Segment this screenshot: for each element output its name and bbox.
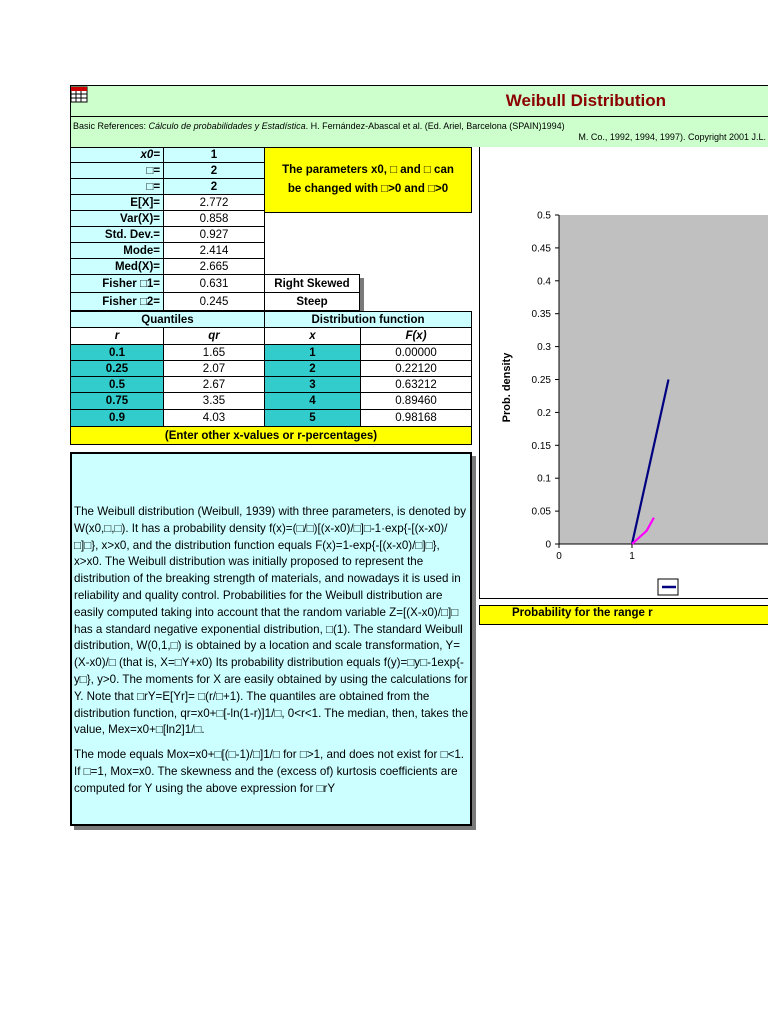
distribution-x-input[interactable]: 5 — [264, 409, 361, 427]
probability-range-label: Probability for the range r — [512, 607, 653, 619]
quantile-r-input[interactable]: 0.75 — [70, 392, 164, 410]
quantile-r-input[interactable]: 0.25 — [70, 360, 164, 377]
column-fx: F(x) — [360, 327, 472, 345]
references — [70, 117, 768, 147]
fisher-label-kurtosis: Fisher □2= — [70, 292, 164, 311]
density-chart — [480, 147, 768, 599]
quantile-q-value: 2.07 — [163, 360, 265, 377]
quantile-r-input[interactable]: 0.9 — [70, 409, 164, 427]
param-label-alpha: □= — [70, 162, 164, 179]
distribution-f-value: 0.63212 — [360, 376, 472, 393]
parameter-note-line-2: be changed with □>0 and □>0 — [287, 183, 449, 195]
quantile-q-value: 4.03 — [163, 409, 265, 427]
spreadsheet-icon[interactable] — [70, 86, 88, 103]
y-tick-label: 0.05 — [531, 506, 551, 518]
param-value-beta[interactable]: 2 — [163, 178, 265, 195]
description-paragraph-2: The mode equals Mox=x0+□[(□-1)/□]1/□ for □>1, and does not exist for □<1. If □=1, Mox=x0. The skewness and the (excess of) kurtosis coefficients are computed for Y using the above expression for □rY — [74, 748, 465, 795]
y-tick-label: 0.1 — [537, 473, 551, 485]
quantile-r-input[interactable]: 0.5 — [70, 376, 164, 393]
stat-label-median: Med(X)= — [70, 258, 164, 275]
stat-value-mode: 2.414 — [163, 242, 265, 259]
stat-value-median: 2.665 — [163, 258, 265, 275]
description-text — [74, 504, 470, 798]
distribution-f-value: 0.98168 — [360, 409, 472, 427]
y-axis-label: Prob. density — [501, 352, 513, 423]
distribution-f-value: 0.22120 — [360, 360, 472, 377]
parameter-note — [264, 147, 472, 213]
y-tick-label: 0.15 — [531, 440, 551, 452]
kurtosis-description: Steep — [264, 292, 360, 311]
stat-value-std-dev: 0.927 — [163, 226, 265, 243]
plot-area — [559, 215, 768, 544]
description-panel — [70, 452, 472, 826]
distribution-x-input[interactable]: 2 — [264, 360, 361, 377]
references-line-1: Basic References: Cálculo de probabilidades y Estadística. H. Fernández-Abascal et al. (Ed. Ariel, Barcelona (SPAIN)1994) — [73, 121, 565, 131]
quantile-q-value: 1.65 — [163, 344, 265, 361]
y-tick-label: 0.5 — [537, 210, 551, 222]
fisher-value-kurtosis: 0.245 — [163, 292, 265, 311]
column-qr: qr — [163, 327, 265, 345]
param-value-x0[interactable]: 1 — [163, 147, 265, 163]
y-tick-label: 0.35 — [531, 309, 551, 321]
stat-label-mean: E[X]= — [70, 194, 164, 211]
references-line-2: M. Co., 1992, 1994, 1997). Copyright 2001 J.L. — [578, 132, 766, 142]
y-tick-label: 0.3 — [537, 342, 551, 354]
enter-values-note: (Enter other x-values or r-percentages) — [70, 426, 472, 445]
quantile-q-value: 2.67 — [163, 376, 265, 393]
y-tick-label: 0.2 — [537, 407, 551, 419]
quantiles-header: Quantiles — [70, 311, 265, 328]
distribution-x-input[interactable]: 1 — [264, 344, 361, 361]
column-r: r — [70, 327, 164, 345]
column-x: x — [264, 327, 361, 345]
description-paragraph-1: The Weibull distribution (Weibull, 1939) with three parameters, is denoted by W(x0,□,□). It has a probability density f(x)=(□/□)[(x-x0)/□]□-1·exp{-[(x-x0)/□]□}, x>x0, and the distribution function equals F(x)=1-exp{-[(x-x0)/□]□}, x>x0. The Weibull distribution was initially proposed to represent the distribution of the breaking strength of materials, and nowadays it is used in reliability and quality control. Probabilities for the Weibull distribution are easily computed taking into account that the random variable Z=[(X-x0)/□]□ has a standard negative exponential distribution, □(1). The standard Weibull distribution, W(0,1,□) is obtained by a location and scale transformation, Y=(X-x0)/□ (that is, X=□Y+x0) Its probability distribution equals f(y)=□y□-1exp{-y□}, y>0. The moments for X are easily obtained by using the calculations for Y. Note that □rY=E[Yr]= □(r/□+1). The quantiles are obtained from the distribution function, qr=x0+□[-ln(1-r)]1/□, 0<r<1. The median, then, takes the value, Mex=x0+□[ln2]1/□. — [74, 505, 469, 737]
fisher-label-skewness: Fisher □1= — [70, 274, 164, 293]
parameter-note-line-1: The parameters x0, □ and □ can — [282, 164, 454, 176]
y-tick-label: 0.45 — [531, 243, 551, 255]
quantile-r-input[interactable]: 0.1 — [70, 344, 164, 361]
fisher-value-skewness: 0.631 — [163, 274, 265, 293]
stat-value-mean: 2.772 — [163, 194, 265, 211]
chart-frame — [479, 147, 768, 599]
stat-label-variance: Var(X)= — [70, 210, 164, 227]
x-tick-label: 0 — [556, 551, 562, 562]
distribution-f-value: 0.89460 — [360, 392, 472, 410]
distribution-x-input[interactable]: 3 — [264, 376, 361, 393]
page-title: Weibull Distribution — [505, 91, 666, 110]
y-tick-label: 0 — [545, 539, 551, 551]
distribution-f-value: 0.00000 — [360, 344, 472, 361]
y-tick-label: 0.4 — [537, 276, 551, 288]
param-label-beta: □= — [70, 178, 164, 195]
skewness-description: Right Skewed — [264, 274, 360, 293]
param-value-alpha[interactable]: 2 — [163, 162, 265, 179]
stat-label-std-dev: Std. Dev.= — [70, 226, 164, 243]
distribution-x-input[interactable]: 4 — [264, 392, 361, 410]
quantile-q-value: 3.35 — [163, 392, 265, 410]
x-tick-label: 1 — [629, 551, 635, 562]
param-label-x0: x0= — [70, 147, 164, 163]
probability-range-band — [479, 605, 768, 625]
stat-label-mode: Mode= — [70, 242, 164, 259]
stat-value-variance: 0.858 — [163, 210, 265, 227]
y-tick-label: 0.25 — [531, 375, 551, 386]
distribution-function-header: Distribution function — [264, 311, 472, 328]
